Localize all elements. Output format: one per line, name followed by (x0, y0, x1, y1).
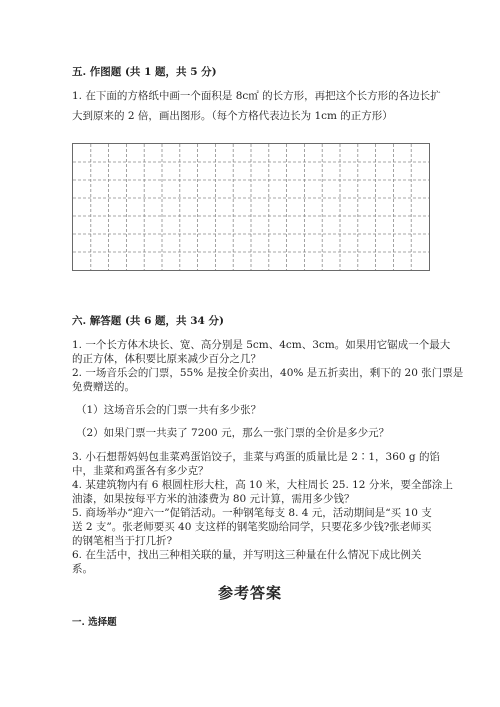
question-text: 免费赠送的。 (72, 381, 135, 393)
question-text: 系。 (72, 563, 93, 575)
sub-question-text: （2）如果门票一共卖了 7200 元，那么一张门票的全价是多少元？ (76, 427, 390, 439)
question-text: 1. 在下面的方格纸中画一个面积是 8c㎡ 的长方形，再把这个长方形的各边长扩 (72, 90, 441, 102)
question-text: 1. 一个长方体木块长、宽、高分别是 5cm、4cm、3cm。如果用它锯成一个最大 (72, 339, 451, 351)
question-text: 3. 小石想帮妈妈包韭菜鸡蛋馅饺子，韭菜与鸡蛋的质量比是 2∶1，360 g 的馅 (72, 451, 440, 463)
section-6-heading: 六. 解答题 (共 6 题，共 34 分) (72, 315, 224, 327)
question-text: 6. 在生活中，找出三种相关联的量，并写明这三种量在什么情况下成比例关 (72, 549, 422, 561)
answers-title: 参考答案 (217, 584, 282, 602)
sub-question-text: （1）这场音乐会的门票一共有多少张？ (76, 404, 262, 416)
answers-section-heading: 一. 选择题 (72, 617, 117, 628)
section-5-heading: 五. 作图题 (共 1 题，共 5 分) (72, 66, 217, 78)
question-text: 油漆，如果按每平方米的油漆费为 80 元计算，需用多少钱？ (72, 493, 355, 505)
question-text: 中，韭菜和鸡蛋各有多少克？ (72, 465, 209, 477)
drawing-grid (72, 143, 430, 271)
question-text: 4. 某建筑物内有 6 根圆柱形大柱，高 10 米，大柱周长 25. 12 分米，要全部涂上 (72, 479, 453, 491)
question-text: 2. 一场音乐会的门票，55% 是按全价卖出，40% 是五折卖出，剩下的 20 张门票是 (72, 367, 464, 379)
question-text: 大到原来的 2 倍，画出图形。（每个方格代表边长为 1cm 的正方形） (72, 110, 393, 122)
question-text: 的正方体，体积要比原来减少百分之几？ (72, 353, 261, 365)
question-text: 5. 商场举办“迎六一”促销活动。一种钢笔每支 8. 4 元，活动期间是“买 10 支 (72, 507, 432, 519)
question-text: 送 2 支”。张老师要买 40 支这样的钢笔奖励给同学，只要花多少钱?张老师买 (72, 521, 432, 533)
question-text: 的钢笔相当于打几折? (72, 535, 173, 547)
